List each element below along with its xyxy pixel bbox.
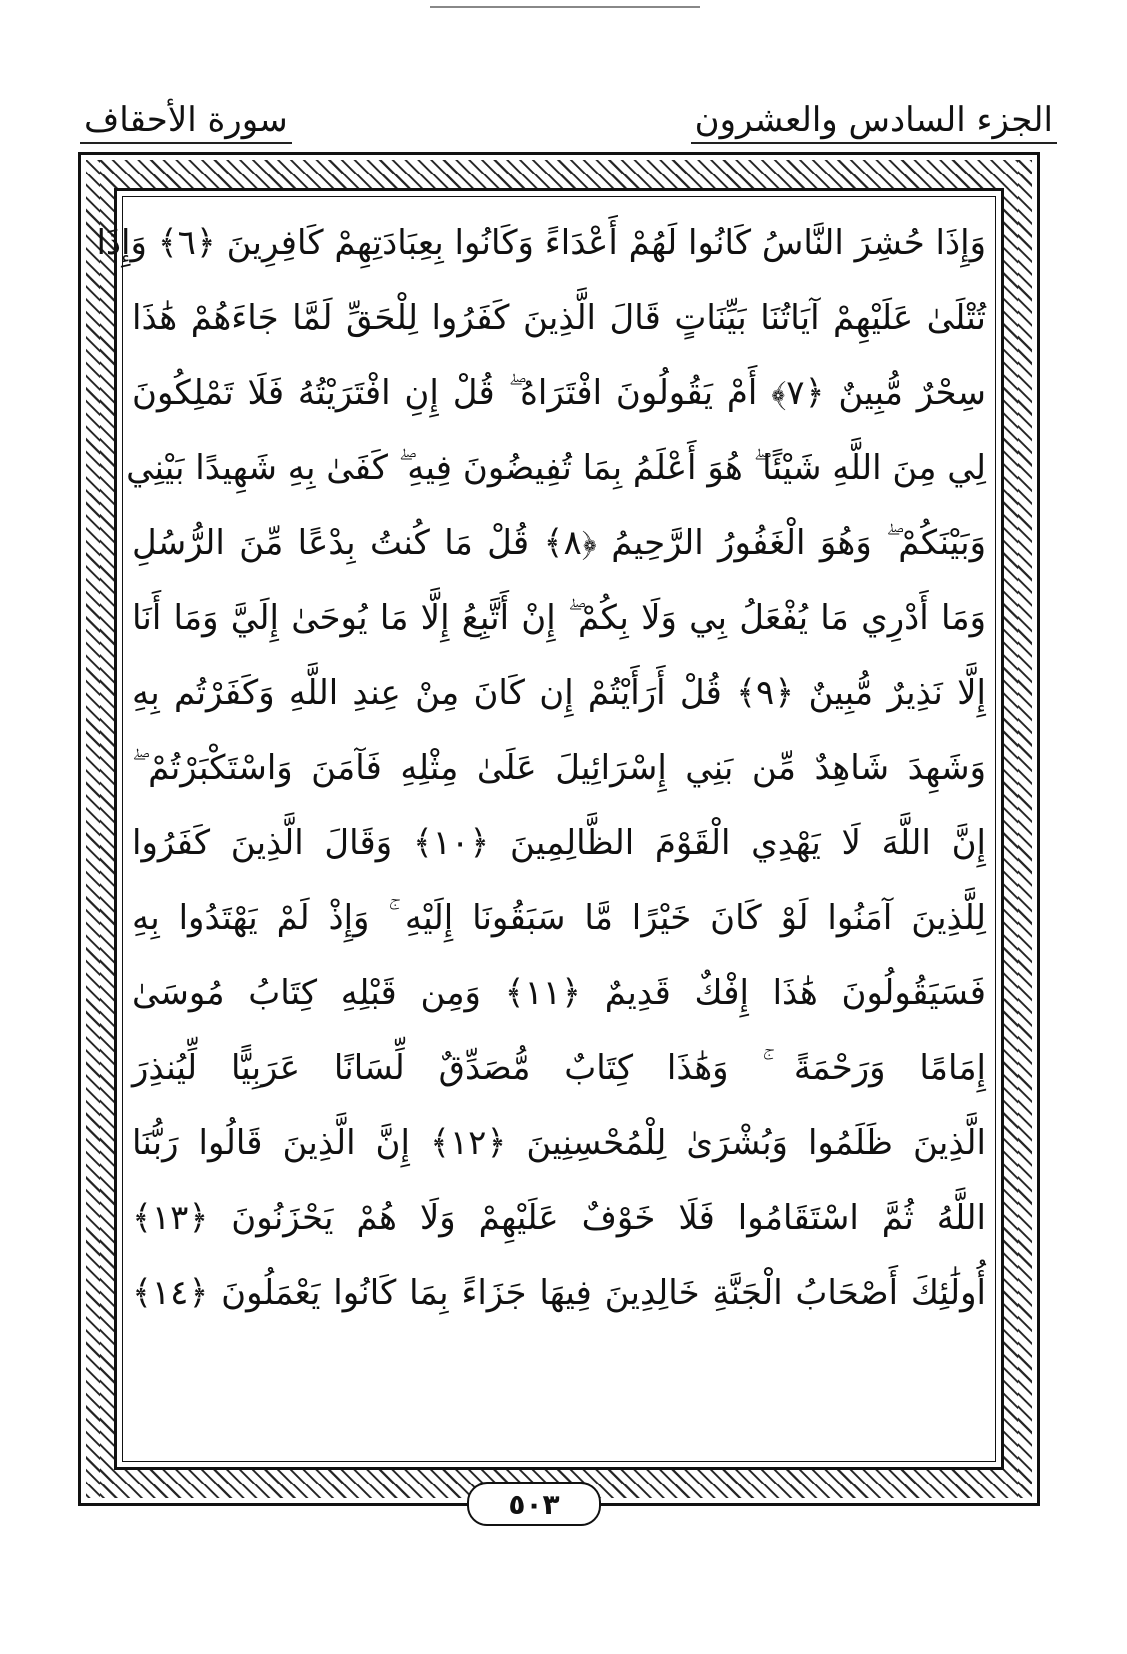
- verse-line: وَمَا أَدْرِي مَا يُفْعَلُ بِي وَلَا بِكُمْ ۖ إِنْ أَتَّبِعُ إِلَّا مَا يُوحَىٰ إِلَيَّ وَمَا أَنَا: [132, 598, 986, 638]
- verse-line: وَبَيْنَكُمْ ۖ وَهُوَ الْغَفُورُ الرَّحِيمُ ﴿٨﴾ قُلْ مَا كُنتُ بِدْعًا مِّنَ الرُّسُلِ: [132, 523, 986, 563]
- verse-line: الَّذِينَ ظَلَمُوا وَبُشْرَىٰ لِلْمُحْسِنِينَ ﴿١٢﴾ إِنَّ الَّذِينَ قَالُوا رَبُّنَا: [132, 1123, 986, 1163]
- verse-line: إِلَّا نَذِيرٌ مُّبِينٌ ﴿٩﴾ قُلْ أَرَأَيْتُمْ إِن كَانَ مِنْ عِندِ اللَّهِ وَكَفَرْتُم بِهِ: [132, 673, 986, 713]
- verse-line: أُولَٰئِكَ أَصْحَابُ الْجَنَّةِ خَالِدِينَ فِيهَا جَزَاءً بِمَا كَانُوا يَعْمَلُونَ ﴿١٤﴾: [132, 1273, 986, 1313]
- verse-line: اللَّهُ ثُمَّ اسْتَقَامُوا فَلَا خَوْفٌ عَلَيْهِمْ وَلَا هُمْ يَحْزَنُونَ ﴿١٣﴾: [132, 1198, 986, 1238]
- verse-line: تُتْلَىٰ عَلَيْهِمْ آيَاتُنَا بَيِّنَاتٍ قَالَ الَّذِينَ كَفَرُوا لِلْحَقِّ لَمَّا جَاءَهُمْ هَٰذَا: [132, 298, 986, 338]
- verse-text-block: [96, 206, 986, 1331]
- verse-line: وَإِذَا حُشِرَ النَّاسُ كَانُوا لَهُمْ أَعْدَاءً وَكَانُوا بِعِبَادَتِهِمْ كَافِرِينَ ﴿٦﴾ وَإِذَا: [96, 223, 986, 263]
- verse-line: سِحْرٌ مُّبِينٌ ﴿٧﴾ أَمْ يَقُولُونَ افْتَرَاهُ ۖ قُلْ إِنِ افْتَرَيْتُهُ فَلَا تَمْلِكُونَ: [132, 373, 986, 413]
- verse-line: فَسَيَقُولُونَ هَٰذَا إِفْكٌ قَدِيمٌ ﴿١١﴾ وَمِن قَبْلِهِ كِتَابُ مُوسَىٰ: [132, 973, 986, 1013]
- juz-title: الجزء السادس والعشرون: [691, 100, 1057, 144]
- verse-line: لِلَّذِينَ آمَنُوا لَوْ كَانَ خَيْرًا مَّا سَبَقُونَا إِلَيْهِ ۚ وَإِذْ لَمْ يَهْتَدُوا بِهِ: [132, 898, 986, 938]
- top-rule: [430, 6, 700, 8]
- page-number: ٥٠٣: [467, 1482, 601, 1526]
- verse-line: إِنَّ اللَّهَ لَا يَهْدِي الْقَوْمَ الظَّالِمِينَ ﴿١٠﴾ وَقَالَ الَّذِينَ كَفَرُوا: [132, 823, 986, 863]
- surah-title: سورة الأحقاف: [80, 100, 292, 144]
- verse-line: وَشَهِدَ شَاهِدٌ مِّن بَنِي إِسْرَائِيلَ عَلَىٰ مِثْلِهِ فَآمَنَ وَاسْتَكْبَرْتُمْ ۖ: [132, 748, 986, 788]
- verse-line: إِمَامًا وَرَحْمَةً ۚ وَهَٰذَا كِتَابٌ مُّصَدِّقٌ لِّسَانًا عَرَبِيًّا لِّيُنذِرَ: [132, 1048, 986, 1088]
- page-header: [80, 100, 1057, 150]
- verse-line: لِي مِنَ اللَّهِ شَيْئًا ۖ هُوَ أَعْلَمُ بِمَا تُفِيضُونَ فِيهِ ۖ كَفَىٰ بِهِ شَهِيدًا بَيْنِي: [126, 448, 986, 488]
